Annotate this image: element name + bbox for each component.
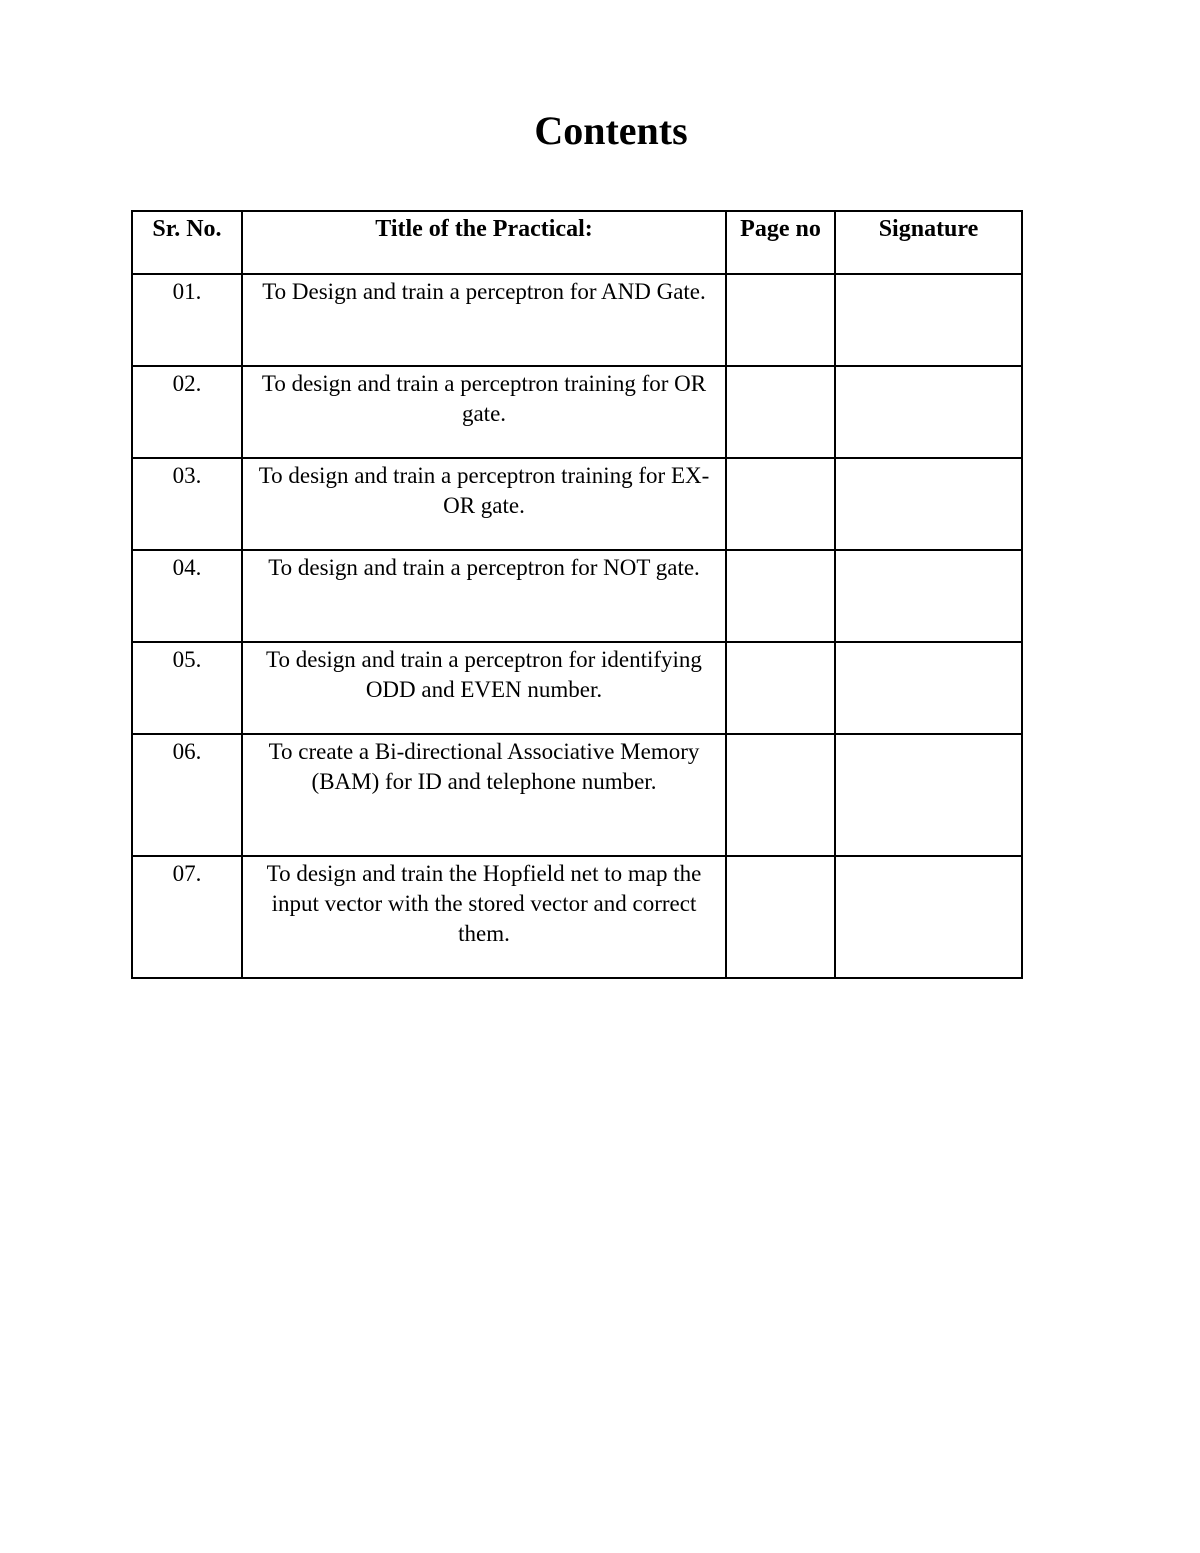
sr-no-cell: 02. bbox=[132, 366, 242, 458]
page-no-cell bbox=[726, 366, 835, 458]
header-signature: Signature bbox=[835, 211, 1022, 274]
signature-cell bbox=[835, 642, 1022, 734]
sr-no-cell: 03. bbox=[132, 458, 242, 550]
title-cell: To design and train a perceptron for NOT gate. bbox=[242, 550, 726, 642]
page-no-cell bbox=[726, 642, 835, 734]
signature-cell bbox=[835, 734, 1022, 856]
sr-no-cell: 06. bbox=[132, 734, 242, 856]
title-cell: To design and train a perceptron training for EX-OR gate. bbox=[242, 458, 726, 550]
title-cell: To design and train a perceptron training for OR gate. bbox=[242, 366, 726, 458]
table-row bbox=[132, 458, 1022, 550]
page-no-cell bbox=[726, 458, 835, 550]
title-cell: To design and train a perceptron for identifying ODD and EVEN number. bbox=[242, 642, 726, 734]
table-row bbox=[132, 274, 1022, 366]
contents-table bbox=[131, 210, 1023, 979]
table-row bbox=[132, 550, 1022, 642]
title-cell: To create a Bi-directional Associative Memory (BAM) for ID and telephone number. bbox=[242, 734, 726, 856]
sr-no-cell: 05. bbox=[132, 642, 242, 734]
page-title: Contents bbox=[534, 108, 688, 153]
table-row bbox=[132, 856, 1022, 978]
sr-no-cell: 07. bbox=[132, 856, 242, 978]
sr-no-cell: 01. bbox=[132, 274, 242, 366]
page-no-cell bbox=[726, 856, 835, 978]
table-row bbox=[132, 642, 1022, 734]
signature-cell bbox=[835, 550, 1022, 642]
title-cell: To Design and train a perceptron for AND Gate. bbox=[242, 274, 726, 366]
page-no-cell bbox=[726, 734, 835, 856]
table-header-row bbox=[132, 211, 1022, 274]
table-row bbox=[132, 366, 1022, 458]
page-no-cell bbox=[726, 550, 835, 642]
signature-cell bbox=[835, 458, 1022, 550]
title-cell: To design and train the Hopfield net to map the input vector with the stored vector and correct them. bbox=[242, 856, 726, 978]
table-row bbox=[132, 734, 1022, 856]
signature-cell bbox=[835, 274, 1022, 366]
signature-cell bbox=[835, 856, 1022, 978]
header-sr-no: Sr. No. bbox=[132, 211, 242, 274]
header-title: Title of the Practical: bbox=[242, 211, 726, 274]
header-page-no: Page no bbox=[726, 211, 835, 274]
sr-no-cell: 04. bbox=[132, 550, 242, 642]
page-no-cell bbox=[726, 274, 835, 366]
signature-cell bbox=[835, 366, 1022, 458]
